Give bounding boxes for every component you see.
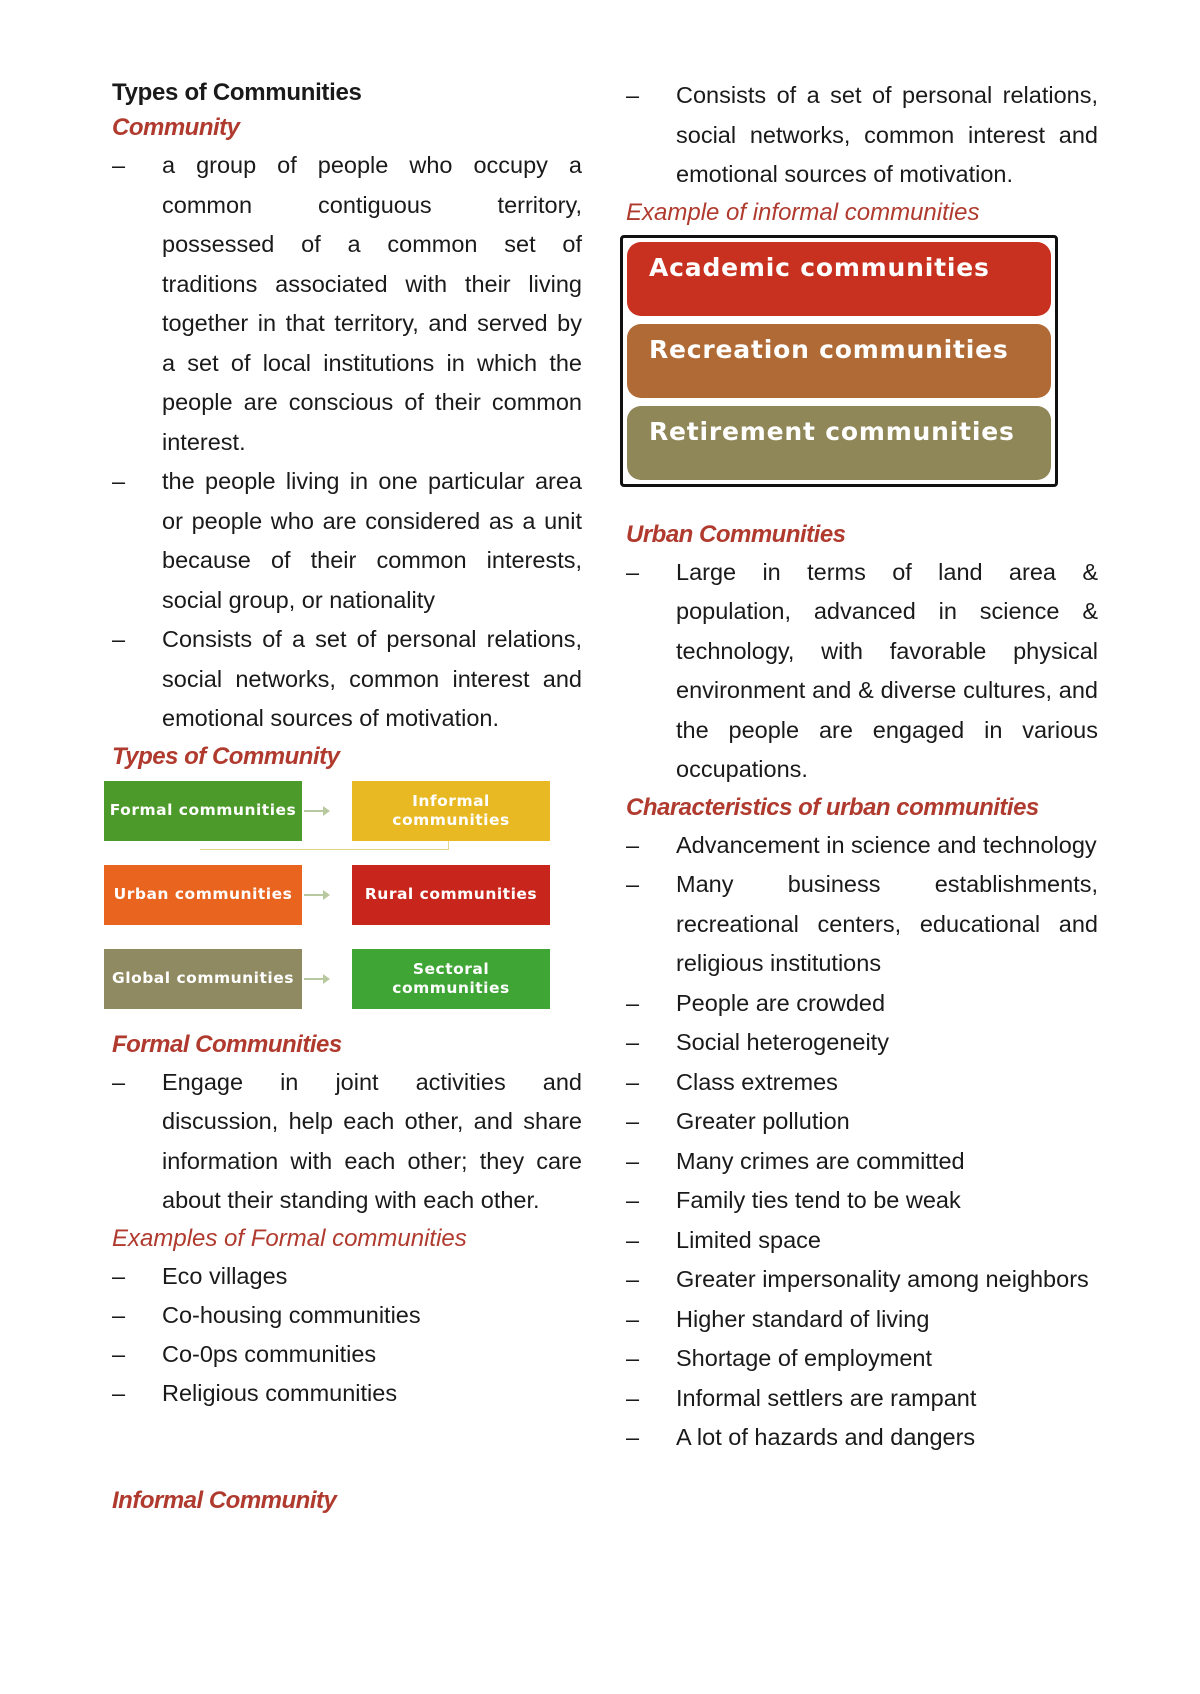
list-item: – Family ties tend to be weak	[626, 1181, 1098, 1221]
left-column	[109, 76, 582, 1519]
list-item: – Large in terms of land area & population, advanced in science & technology, with favorable physical environment and & diverse cultures, and the people are engaged in various occupations.	[626, 553, 1098, 790]
informal-heading: Informal Community	[112, 1486, 337, 1514]
list-item: – Shortage of employment	[626, 1339, 1098, 1379]
list-item: – Engage in joint activities and discussion, help each other, and share information with each other; they care about their standing with each other.	[112, 1063, 582, 1221]
types-heading: Types of Community	[112, 742, 340, 770]
list-item: – Informal settlers are rampant	[626, 1379, 1098, 1419]
page-title: Types of Communities	[112, 79, 362, 106]
type-box-informal: Informal communities	[352, 781, 550, 841]
list-item: – Greater impersonality among neighbors	[626, 1260, 1098, 1300]
informal-description-list	[626, 76, 1098, 195]
list-item: – Co-housing communities	[112, 1296, 582, 1335]
list-item: – Consists of a set of personal relations, social networks, common interest and emotional sources of motivation.	[626, 76, 1098, 195]
informal-box-retirement: Retirement communities	[627, 406, 1051, 480]
informal-box-academic: Academic communities	[627, 242, 1051, 316]
list-item: – Many crimes are committed	[626, 1142, 1098, 1182]
arrow-icon	[304, 810, 328, 812]
formal-examples-list	[112, 1257, 582, 1413]
list-item: – Religious communities	[112, 1374, 582, 1413]
arrow-icon	[304, 894, 328, 896]
informal-box-recreation: Recreation communities	[627, 324, 1051, 398]
list-item: – People are crowded	[626, 984, 1098, 1024]
informal-examples-diagram	[620, 235, 1058, 487]
list-item: – Eco villages	[112, 1257, 582, 1296]
list-item: – Many business establishments, recreational centers, educational and religious institutions	[626, 865, 1098, 984]
arrow-icon	[304, 978, 328, 980]
list-item: – Consists of a set of personal relations, social networks, common interest and emotional sources of motivation.	[112, 620, 582, 739]
connector-line	[200, 841, 449, 850]
list-item: – Greater pollution	[626, 1102, 1098, 1142]
list-item: – A lot of hazards and dangers	[626, 1418, 1098, 1458]
list-item: – a group of people who occupy a common contiguous territory, possessed of a common set of traditions associated with their living together in that territory, and served by a set of local institutions in which the people are conscious of their common interest.	[112, 146, 582, 462]
list-item: – Co-0ps communities	[112, 1335, 582, 1374]
list-item: – Higher standard of living	[626, 1300, 1098, 1340]
types-diagram	[104, 781, 564, 1023]
type-box-global: Global communities	[104, 949, 302, 1009]
type-box-rural: Rural communities	[352, 865, 550, 925]
community-heading: Community	[112, 114, 240, 141]
list-item: – Class extremes	[626, 1063, 1098, 1103]
urban-description-list	[626, 553, 1098, 790]
list-item: – Advancement in science and technology	[626, 826, 1098, 866]
urban-characteristics-list	[626, 826, 1098, 1458]
list-item: – the people living in one particular area or people who are considered as a unit because of their common interests, social group, or nationality	[112, 462, 582, 620]
formal-heading: Formal Communities	[112, 1030, 342, 1058]
informal-examples-heading: Example of informal communities	[626, 198, 980, 226]
type-box-urban: Urban communities	[104, 865, 302, 925]
type-box-sectoral: Sectoral communities	[352, 949, 550, 1009]
urban-heading: Urban Communities	[626, 520, 846, 548]
urban-characteristics-heading: Characteristics of urban communities	[626, 793, 1039, 821]
formal-description-list	[112, 1063, 582, 1221]
type-box-formal: Formal communities	[104, 781, 302, 841]
list-item: – Limited space	[626, 1221, 1098, 1261]
list-item: – Social heterogeneity	[626, 1023, 1098, 1063]
community-definition-list	[112, 146, 582, 739]
right-column	[626, 76, 1098, 1458]
formal-examples-heading: Examples of Formal communities	[112, 1224, 467, 1252]
